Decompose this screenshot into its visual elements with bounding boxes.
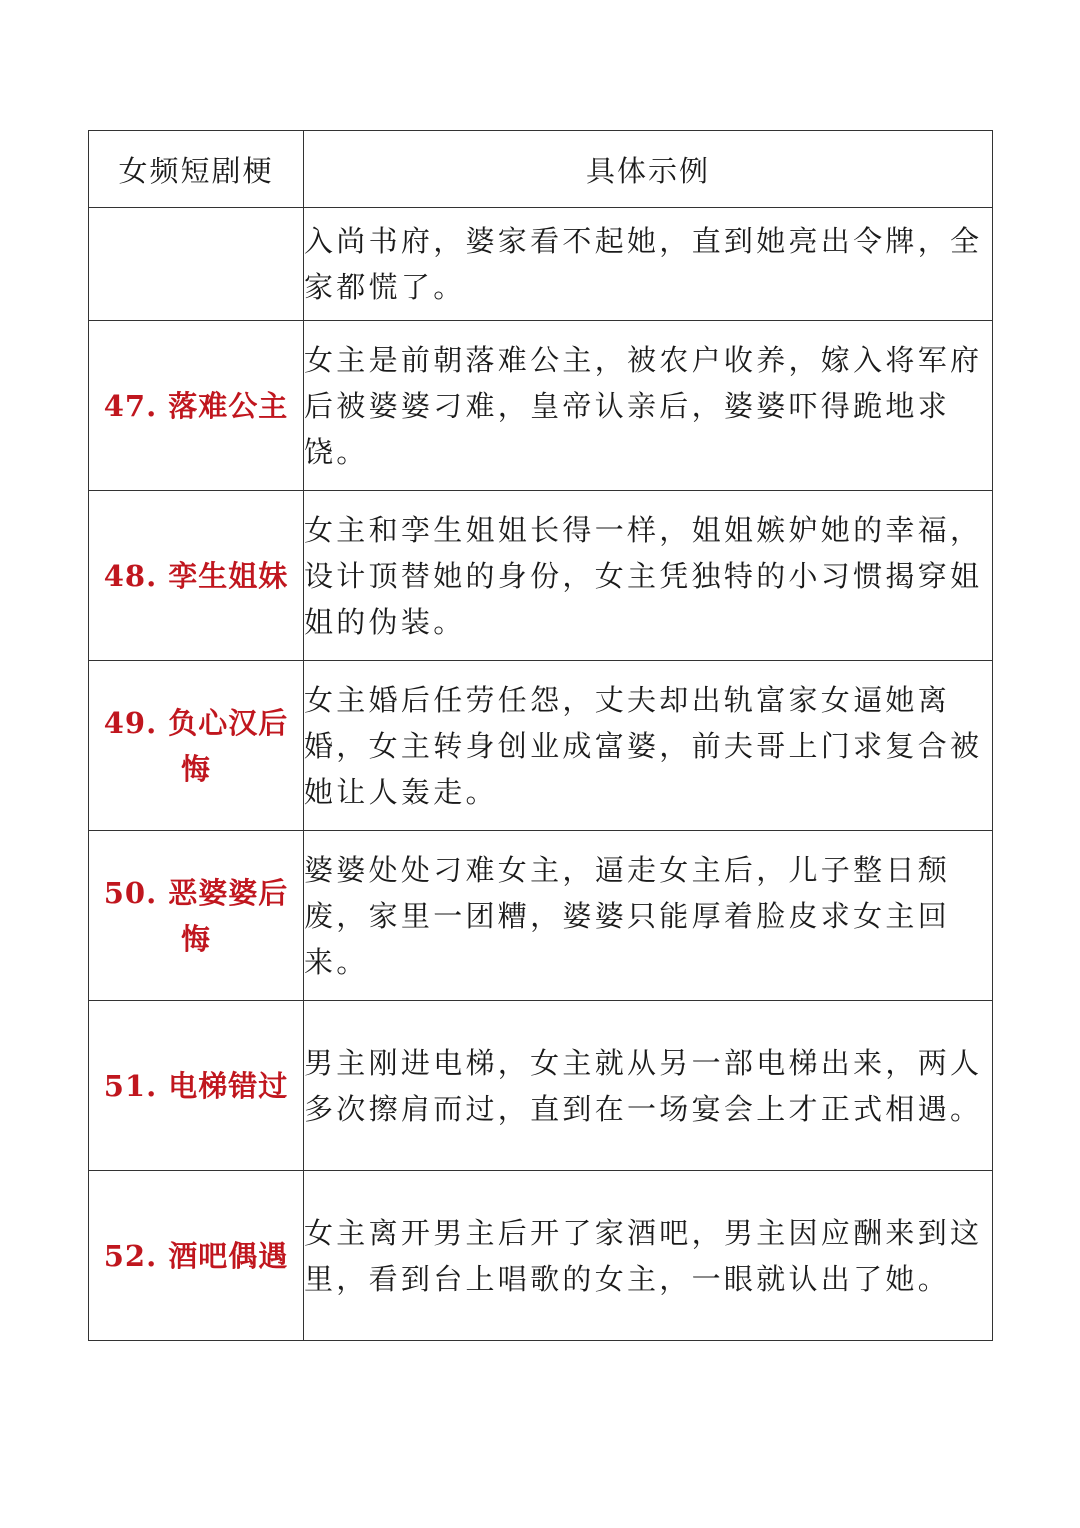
- trope-example: 男主刚进电梯，女主就从另一部电梯出来，两人多次擦肩而过，直到在一场宴会上才正式相遇。: [304, 1001, 993, 1171]
- trope-name: 47. 落难公主: [89, 321, 304, 491]
- header-example: 具体示例: [304, 131, 993, 208]
- table-row: [89, 321, 993, 491]
- trope-table: [88, 130, 993, 1341]
- trope-example: 女主离开男主后开了家酒吧，男主因应酬来到这里，看到台上唱歌的女主，一眼就认出了她。: [304, 1171, 993, 1341]
- trope-name: 48. 孪生姐妹: [89, 491, 304, 661]
- trope-name: 52. 酒吧偶遇: [89, 1171, 304, 1341]
- trope-name: 50. 恶婆婆后悔: [89, 831, 304, 1001]
- trope-example: 女主和孪生姐姐长得一样，姐姐嫉妒她的幸福，设计顶替她的身份，女主凭独特的小习惯揭穿姐姐的伪装。: [304, 491, 993, 661]
- table-header-row: [89, 131, 993, 208]
- trope-example: 婆婆处处刁难女主，逼走女主后，儿子整日颓废，家里一团糟，婆婆只能厚着脸皮求女主回来。: [304, 831, 993, 1001]
- table-row: [89, 661, 993, 831]
- header-trope-name: 女频短剧梗: [89, 131, 304, 208]
- trope-name: [89, 208, 304, 321]
- trope-name: 49. 负心汉后悔: [89, 661, 304, 831]
- trope-example: 女主婚后任劳任怨，丈夫却出轨富家女逼她离婚，女主转身创业成富婆，前夫哥上门求复合被她让人轰走。: [304, 661, 993, 831]
- table-row: [89, 1171, 993, 1341]
- trope-name: 51. 电梯错过: [89, 1001, 304, 1171]
- table-row: [89, 831, 993, 1001]
- trope-example: 女主是前朝落难公主，被农户收养，嫁入将军府后被婆婆刁难，皇帝认亲后，婆婆吓得跪地求饶。: [304, 321, 993, 491]
- table-row: [89, 491, 993, 661]
- table-row: [89, 208, 993, 321]
- table-row: [89, 1001, 993, 1171]
- trope-example: 入尚书府，婆家看不起她，直到她亮出令牌，全家都慌了。: [304, 208, 993, 321]
